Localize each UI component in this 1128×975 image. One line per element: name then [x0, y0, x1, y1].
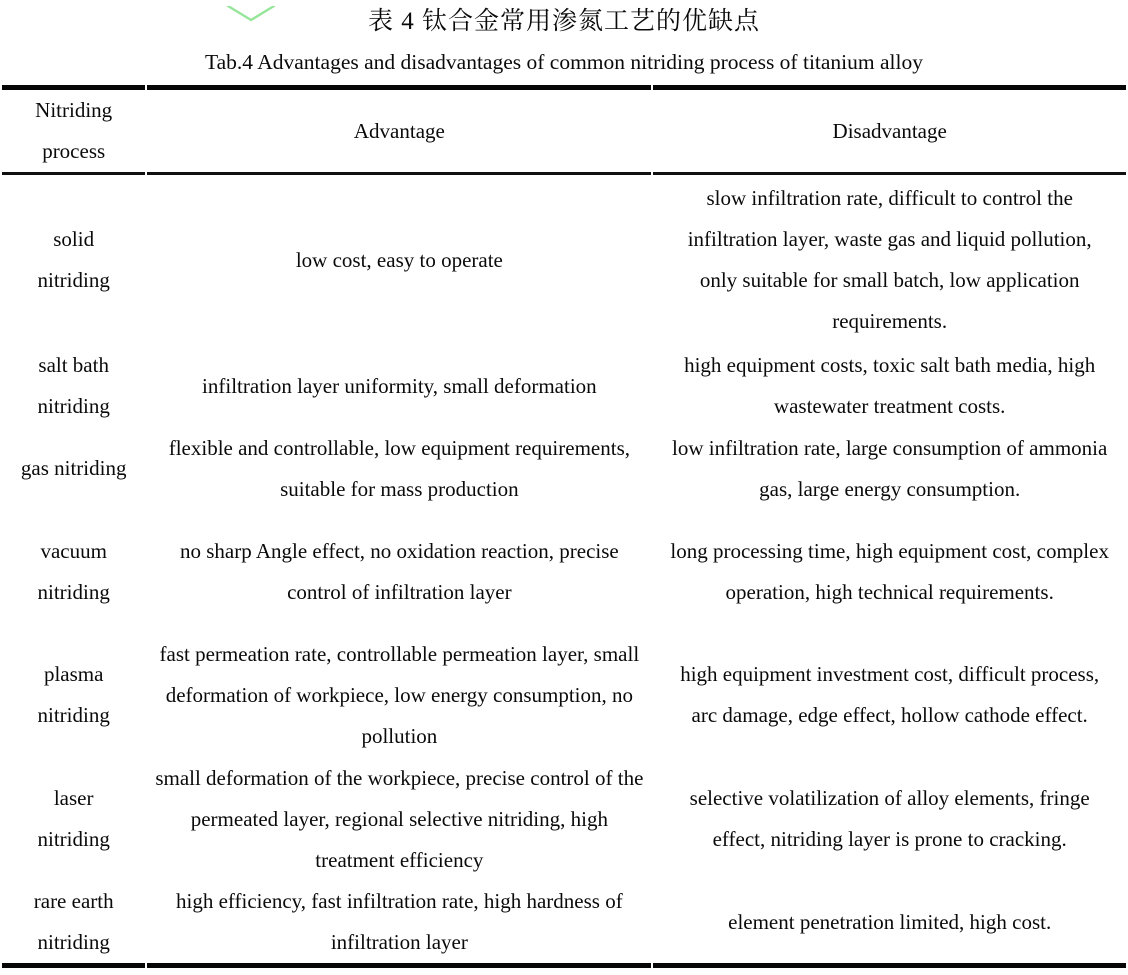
table-row-plasma-nitriding — [2, 633, 1126, 757]
table-row-rare-earth-nitriding — [2, 881, 1126, 968]
disadvantage-cell: selective volatilization of alloy elements, fringe effect, nitriding layer is prone to cracking. — [689, 786, 1090, 851]
col-header-disadvantage: Disadvantage — [653, 85, 1126, 175]
disadvantage-cell: slow infiltration rate, difficult to control the infiltration layer, waste gas and liquid pollution, only suitable for small batch, low application requirements. — [687, 186, 1092, 333]
green-chevron-icon — [226, 6, 276, 22]
process-cell: plasma nitriding — [37, 662, 110, 727]
nitriding-process-table — [0, 85, 1128, 968]
disadvantage-cell: high equipment costs, toxic salt bath media, high wastewater treatment costs. — [684, 353, 1096, 418]
advantage-cell: no sharp Angle effect, no oxidation reaction, precise control of infiltration layer — [180, 538, 619, 604]
process-cell: solid nitriding — [37, 227, 110, 292]
table-row-salt-bath-nitriding — [2, 345, 1126, 427]
disadvantage-cell: low infiltration rate, large consumption of ammonia gas, large energy consumption. — [672, 435, 1108, 501]
process-cell: vacuum nitriding — [37, 538, 110, 604]
table-title-english: Tab.4 Advantages and disadvantages of common nitriding process of titanium alloy — [205, 50, 923, 74]
table-title-chinese: 表 4 钛合金常用渗氮工艺的优缺点 — [367, 8, 760, 35]
advantage-cell: high efficiency, fast infiltration rate, high hardness of infiltration layer — [147, 881, 651, 968]
process-cell: salt bath nitriding — [37, 353, 110, 418]
process-cell: gas nitriding — [20, 456, 127, 480]
advantage-cell: flexible and controllable, low equipment requirements, suitable for mass production — [168, 435, 630, 501]
disadvantage-cell: long processing time, high equipment cost, complex operation, high technical requirements. — [670, 538, 1109, 604]
table-row-gas-nitriding — [2, 427, 1126, 510]
disadvantage-cell: high equipment investment cost, difficult process, arc damage, edge effect, hollow cathode effect. — [680, 662, 1100, 727]
advantage-cell: fast permeation rate, controllable permeation layer, small deformation of workpiece, low energy consumption, no pollution — [159, 641, 640, 748]
advantage-cell: small deformation of the workpiece, precise control of the permeated layer, regional selective nitriding, high treatment efficiency — [155, 765, 644, 872]
table-row-solid-nitriding — [2, 175, 1126, 345]
process-cell: rare earth nitriding — [2, 881, 145, 968]
advantage-cell: infiltration layer uniformity, small deformation — [202, 373, 597, 398]
table-row-vacuum-nitriding — [2, 510, 1126, 633]
col-header-nitriding-process: Nitriding process — [2, 85, 145, 175]
table-row-laser-nitriding — [2, 757, 1126, 881]
col-header-advantage: Advantage — [147, 85, 651, 175]
process-cell: laser nitriding — [37, 786, 110, 851]
advantage-cell: low cost, easy to operate — [295, 247, 503, 272]
disadvantage-cell: element penetration limited, high cost. — [653, 881, 1126, 968]
table-header-row — [2, 85, 1126, 175]
